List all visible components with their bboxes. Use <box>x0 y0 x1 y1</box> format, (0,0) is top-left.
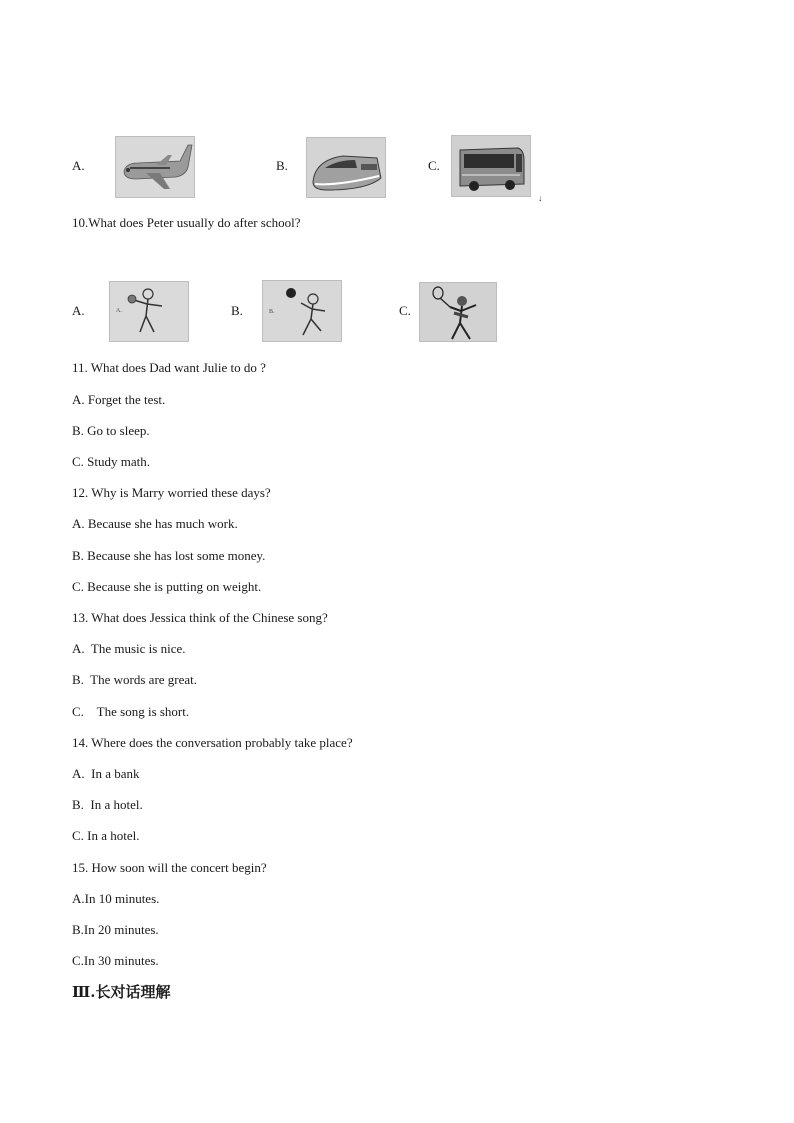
bus-image <box>451 135 531 197</box>
q15-option-b: B.In 20 minutes. <box>72 922 159 937</box>
soccer-player-image <box>262 280 342 342</box>
q12-option-a: A. Because she has much work. <box>72 516 238 531</box>
q15-question: 15. How soon will the concert begin? <box>72 860 267 875</box>
q9-option-b-letter: B. <box>276 158 288 173</box>
q15-option-a: A.In 10 minutes. <box>72 891 160 906</box>
q9-option-c-letter: C. <box>428 158 440 173</box>
q10-option-c-letter: C. <box>399 303 411 318</box>
q11-option-c: C. Study math. <box>72 454 151 469</box>
q14-option-b: B. In a hotel. <box>72 797 143 812</box>
baseball-player-image <box>109 281 189 342</box>
q10-option-b-tag: B. <box>269 309 275 315</box>
q12-option-c: C. Because she is putting on weight. <box>72 579 262 594</box>
q11-question: 11. What does Dad want Julie to do ? <box>72 360 266 375</box>
q14-option-c: C. In a hotel. <box>72 828 140 843</box>
q11-option-b: B. Go to sleep. <box>72 423 150 438</box>
airplane-image <box>115 136 195 198</box>
q10-option-a-tag: A. <box>116 308 122 314</box>
q10-option-b-letter: B. <box>231 303 243 318</box>
q11-option-a: A. Forget the test. <box>72 392 166 407</box>
q10-option-a-letter: A. <box>72 303 85 318</box>
badminton-player-image <box>419 282 497 342</box>
q12-option-b: B. Because she has lost some money. <box>72 548 266 563</box>
q13-option-c: C. The song is short. <box>72 704 190 719</box>
q13-option-b: B. The words are great. <box>72 672 198 687</box>
q15-option-c: C.In 30 minutes. <box>72 953 159 968</box>
section-heading: Ⅲ.长对话理解 <box>72 983 171 1001</box>
high-speed-train-image <box>306 137 386 198</box>
return-mark: ↓ <box>538 193 543 203</box>
q14-question: 14. Where does the conversation probably take place? <box>72 735 353 750</box>
q13-question: 13. What does Jessica think of the Chinese song? <box>72 610 328 625</box>
q10-question: 10.What does Peter usually do after school? <box>72 215 301 230</box>
q13-option-a: A. The music is nice. <box>72 641 186 656</box>
q14-option-a: A. In a bank <box>72 766 140 781</box>
q9-option-a-letter: A. <box>72 158 85 173</box>
q12-question: 12. Why is Marry worried these days? <box>72 485 271 500</box>
